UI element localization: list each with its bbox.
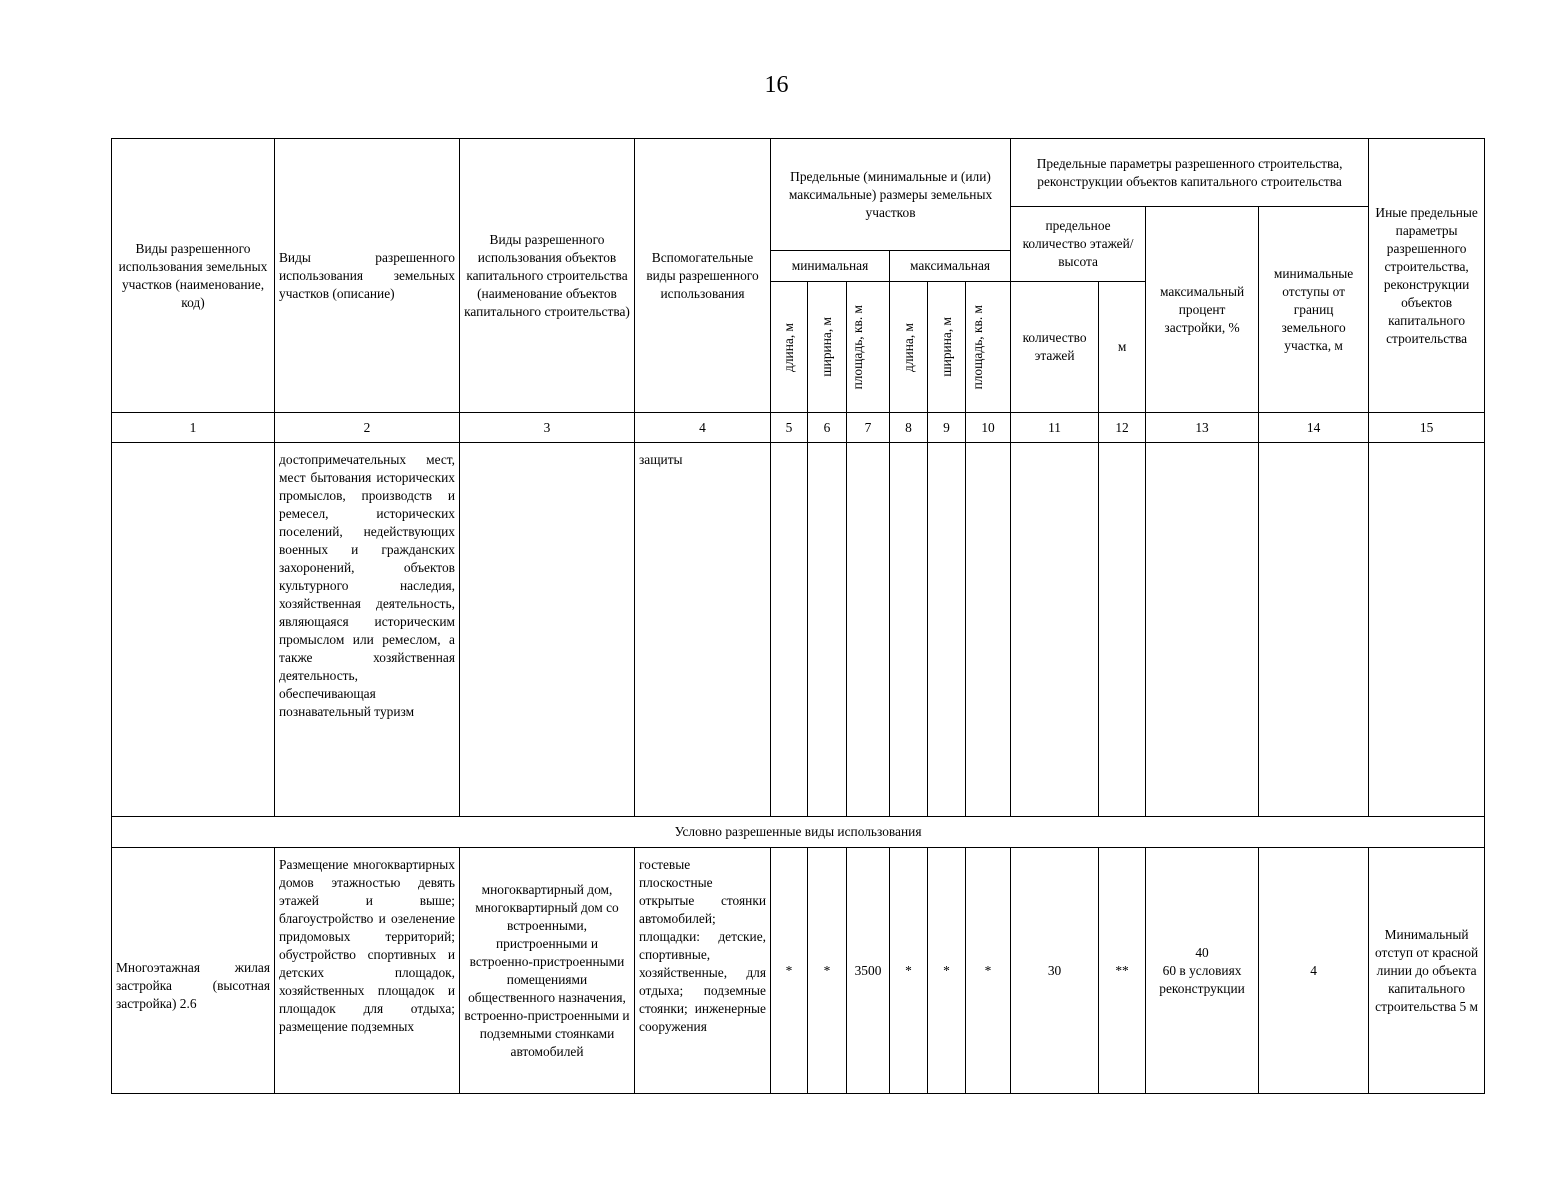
header-min-width: ширина, м [819,317,834,377]
header-plot-sizes: Предельные (минимальные и (или) максимальные) размеры земельных участков [771,139,1011,251]
cell-min-length: * [771,848,808,1094]
cell-height: ** [1099,848,1146,1094]
header-other-params: Иные предельные параметры разрешенного строительства, реконструкции объектов капитального строительства [1369,139,1485,413]
column-number: 13 [1146,413,1259,443]
cell-max-width: * [928,848,966,1094]
regulations-table [111,138,1485,1094]
column-number: 4 [635,413,771,443]
column-number: 2 [275,413,460,443]
cell-min-area: 3500 [847,848,890,1094]
header-floors-group: предельное количество этажей/высота [1011,207,1146,282]
header-land-use-description: Виды разрешенного использования земельных участков (описание) [275,139,460,413]
percent-reconstruction: 60 в условиях реконструкции [1159,962,1245,996]
cell-min-offset: 4 [1259,848,1369,1094]
header-min-group: минимальная [771,251,890,282]
cell-description-continuation: достопримечательных мест, мест бытования исторических промыслов, производств и ремесел, исторических поселений, недействующих военных и гражданских захоронений, объектов культурного наследия, хозяйственная деятельность, являющаяся историческим промыслом или ремеслом, а также хозяйственная деятельность, обеспечивающая познавательный туризм [275,443,460,817]
header-max-area: площадь, кв. м [970,304,986,390]
percent-value: 40 [1195,944,1209,960]
header-max-length: длина, м [900,322,916,372]
section-title: Условно разрешенные виды использования [112,817,1485,848]
page-number: 16 [764,72,789,98]
table-row [112,443,1485,817]
table-row [112,848,1485,1094]
header-min-offsets: минимальные отступы от границ земельного участка, м [1259,207,1369,413]
column-number: 8 [890,413,928,443]
column-number: 3 [460,413,635,443]
cell-capital-objects: многоквартирный дом, многоквартирный дом со встроенными, пристроенными и встроенно-пристроенными помещениями общественного назначения, встроенно-пристроенными и подземными стоянками автомобилей [460,848,635,1094]
cell-auxiliary-uses: гостевые плоскостные открытые стоянки автомобилей; площадки: детские, спортивные, хозяйственные, для отдыха; подземные стоянки; инженерные сооружения [635,848,771,1094]
cell-empty [112,443,275,817]
column-number: 7 [847,413,890,443]
cell-floors: 30 [1011,848,1099,1094]
column-number: 9 [928,413,966,443]
header-max-width: ширина, м [938,317,954,377]
header-floors-count: количество этажей [1011,282,1099,413]
header-capital-objects: Виды разрешенного использования объектов капитального строительства (наименование объектов капитального строительства) [460,139,635,413]
header-min-length: длина, м [781,322,796,372]
header-land-use-name: Виды разрешенного использования земельных участков (наименование, код) [112,139,275,413]
header-construction-params: Предельные параметры разрешенного строительства, реконструкции объектов капитального строительства [1011,139,1369,207]
cell-min-width: * [808,848,847,1094]
column-number: 15 [1369,413,1485,443]
header-max-group: максимальная [890,251,1011,282]
header-height-meters: м [1099,282,1146,413]
cell-max-area: * [966,848,1011,1094]
column-number: 14 [1259,413,1369,443]
header-max-percent: максимальный процент застройки, % [1146,207,1259,413]
cell-empty [460,443,635,817]
cell-land-use-name: Многоэтажная жилая застройка (высотная застройка) 2.6 [112,848,275,1094]
column-number-row [112,413,1485,443]
column-number: 11 [1011,413,1099,443]
column-number: 1 [112,413,275,443]
header-min-area: площадь, кв. м [850,304,865,390]
column-number: 6 [808,413,847,443]
cell-other-params: Минимальный отступ от красной линии до объекта капитального строительства 5 м [1369,848,1485,1094]
cell-auxiliary-continuation: защиты [635,443,771,817]
column-number: 10 [966,413,1011,443]
cell-max-length: * [890,848,928,1094]
column-number: 5 [771,413,808,443]
cell-land-use-description: Размещение многоквартирных домов этажностью девять этажей и выше; благоустройство и озеленение придомовых территорий; обустройство спортивных и детских площадок, хозяйственных площадок и площадок для отдыха; размещение подземных [275,848,460,1094]
header-auxiliary-uses: Вспомогательные виды разрешенного использования [635,139,771,413]
column-number: 12 [1099,413,1146,443]
cell-max-percent [1146,848,1259,1094]
